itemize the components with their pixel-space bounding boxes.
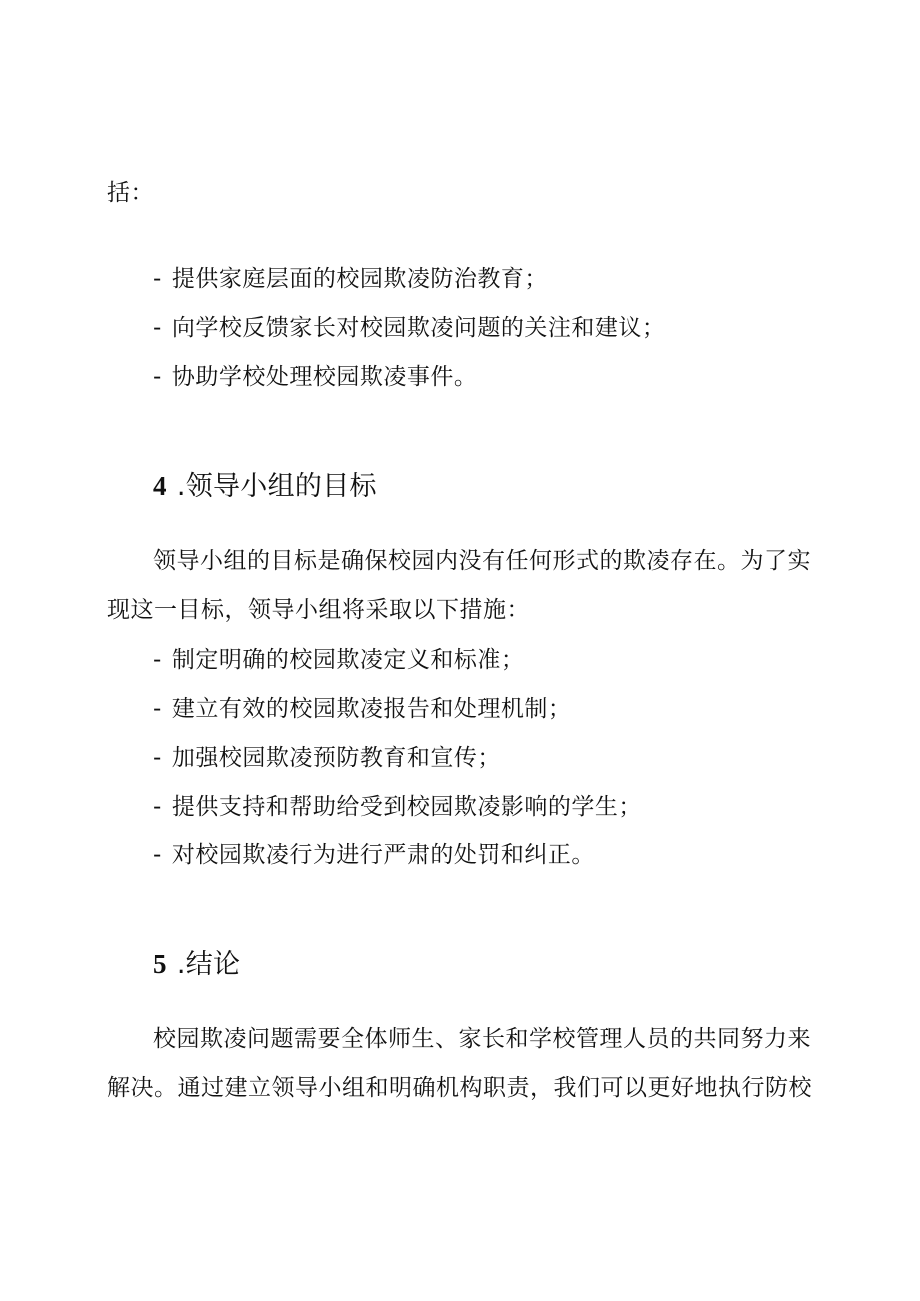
section-4-heading [153, 469, 377, 504]
paragraph-line: 现这一目标，领导小组将采取以下措施： [107, 597, 530, 623]
list-item-text: 建立有效的校园欺凌报告和处理机制； [171, 696, 572, 722]
list-item-text: 向学校反馈家长对校园欺凌问题的关注和建议； [171, 315, 666, 341]
list-item-text: 提供支持和帮助给受到校园欺凌影响的学生； [171, 794, 642, 820]
section-title: .领导小组的目标 [176, 471, 377, 502]
section-number: 4 [153, 471, 167, 501]
measure-item [153, 645, 524, 675]
parent-duty-item [153, 362, 477, 392]
list-item-text: 加强校园欺凌预防教育和宣传； [171, 745, 501, 771]
bullet-dash: - [153, 364, 162, 390]
paragraph-line: 校园欺凌问题需要全体师生、家长和学校管理人员的共同努力来 [153, 1026, 811, 1052]
measure-item [153, 743, 501, 773]
bullet-dash: - [153, 745, 162, 771]
measure-item [153, 840, 595, 870]
bullet-dash: - [153, 696, 162, 722]
section-number: 5 [153, 949, 167, 979]
bullet-dash: - [153, 266, 162, 292]
list-item-text: 对校园欺凌行为进行严肃的处罚和纠正。 [171, 842, 595, 868]
parent-duty-item [153, 313, 665, 343]
bullet-dash: - [153, 647, 162, 673]
list-item-text: 制定明确的校园欺凌定义和标准； [171, 647, 525, 673]
section-title: .结论 [176, 949, 241, 980]
list-item-text: 提供家庭层面的校园欺凌防治教育； [171, 266, 548, 292]
parent-duty-item [153, 264, 548, 294]
section-5-heading [153, 947, 240, 982]
paragraph-line: 领导小组的目标是确保校园内没有任何形式的欺凌存在。为了实 [153, 548, 811, 574]
paragraph-line: 解决。通过建立领导小组和明确机构职责，我们可以更好地执行防校 [107, 1075, 812, 1101]
measure-item [153, 792, 642, 822]
bullet-dash: - [153, 842, 162, 868]
measure-item [153, 694, 571, 724]
list-item-text: 协助学校处理校园欺凌事件。 [171, 364, 478, 390]
bullet-dash: - [153, 794, 162, 820]
intro-tail-text: 括： [107, 180, 154, 206]
bullet-dash: - [153, 315, 162, 341]
